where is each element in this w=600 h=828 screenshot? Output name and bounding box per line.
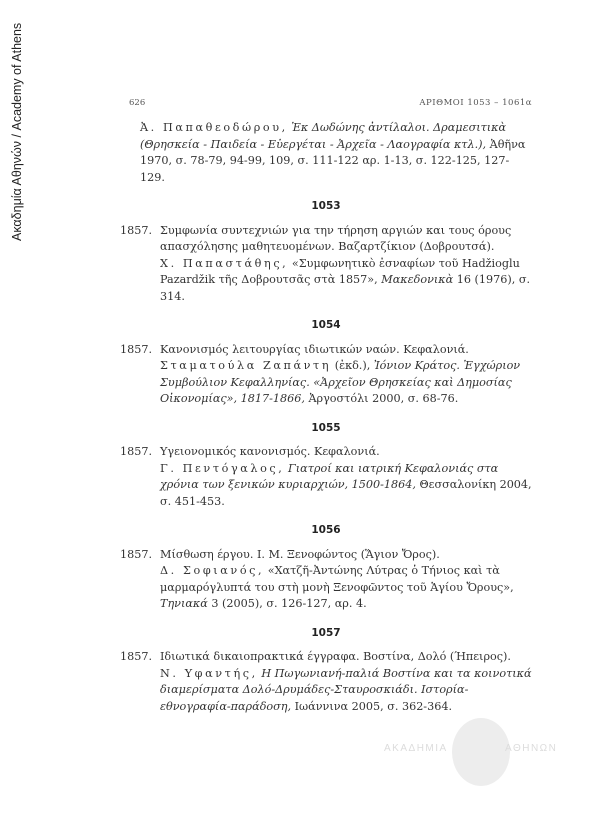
running-head: ΑΡΙΘΜΟΙ 1053 – 1061α [419,98,532,108]
entry-reference [160,666,532,716]
entry-year: 1857. [120,223,153,237]
entry-journal: Τηνιακά [160,597,208,610]
entry-description: Συμφωνία συντεχνιών για την τήρηση αργιών και τους όρους απασχόλησης μαθητευομένων. Βαζαρτζίκιον (Δοβρουτσά). [160,223,512,253]
entry-details: 3 (2005), σ. 126-127, αρ. 4. [211,597,367,610]
page-content [120,120,532,715]
entry-year: 1857. [120,445,153,458]
entry-number: 1054 [311,319,341,331]
entry-author: Ν. Υφαντής, [160,666,258,680]
entry-author: Σταματούλα Ζαπάντη [160,359,332,372]
entry-title: Η Πωγωνιανή-παλιά Βοστίνα και τα κοινοτικά διαμερίσματα Δολό-Δρυμάδες-Σταυροσκιάδι. Ιστορία-εθνογραφία-παράδοση, [160,666,532,713]
watermark-left: ΑΚΑΔΗΜΙΑ [384,743,448,754]
page-header [0,98,600,112]
entry-editor-note: (ἐκδ.), [334,359,371,372]
watermark-emblem-icon [452,718,510,786]
entry-number: 1057 [311,626,341,639]
entry-details: 16 (1976), σ. 314. [160,273,531,303]
watermark-right: ΑΘΗΝΩΝ [505,743,558,754]
entry-title: Γιατροί και ιατρική Κεφαλονιάς στα χρόνια των ξενικών κυριαρχιών, 1500-1864, [160,461,499,491]
entry-journal: Μακεδονικὰ [381,273,454,286]
entry-reference [160,358,532,408]
entry-author: Χ. Παπαστάθης, [160,256,289,270]
entry-year: 1857. [120,342,153,356]
entry-year: 1857. [120,547,153,561]
entry-details: Ιωάννινα 2005, σ. 362-364. [294,699,452,713]
entry [120,547,532,613]
entry-description: Υγειονομικός κανονισμός. Κεφαλονιά. [160,445,380,458]
entry-description: Κανονισμός λειτουργίας ιδιωτικών ναών. Κεφαλονιά. [160,342,469,356]
entry [120,342,532,408]
page-number: 626 [129,98,146,108]
entry-reference [160,563,532,613]
entry-reference [160,461,532,511]
continuation-entry [120,120,532,186]
entry [120,444,532,510]
side-label-text: Ακαδημία Αθηνών / Academy of Athens [10,22,24,241]
continuation-author: Ἀ. Παπαθεοδώρου, [140,121,288,134]
entry-details: Θεσσαλονίκη 2004, σ. 451-453. [160,478,532,508]
entry-author: Δ. Σοφιανός, [160,564,265,577]
entry-title: «Χατζῆ-Ἀντώνης Λύτρας ὁ Τήνιος καὶ τὰ μαρμαρόγλυπτά του στὴ μονὴ Ξενοφῶντος τοῦ Ἁγίου Ὄρους», [160,564,514,594]
entry-description: Μίσθωση έργου. Ι. Μ. Ξενοφώντος (Ἅγιον Ὄρος). [160,547,440,561]
entry-details: Ἀργοστόλι 2000, σ. 68-76. [308,392,459,405]
entry-description: Ιδιωτικά δικαιοπρακτικά έγγραφα. Βοστίνα, Δολό (Ήπειρος). [160,650,511,663]
entry-number: 1055 [311,421,341,434]
entry-year: 1857. [120,650,153,663]
entry-number: 1056 [311,524,341,536]
continuation-details: Ἀθῆνα 1970, σ. 78-79, 94-99, 109, σ. 111-122 αρ. 1-13, σ. 122-125, 127-129. [140,137,526,184]
entry [120,223,532,306]
entry-title: Ἰόνιον Κράτος. Ἐγχώριον Συμβούλιον Κεφαλληνίας. «Ἀρχεῖον Θρησκείας καὶ Δημοσίας Οἰκονομίας», 1817-1866, [160,359,521,405]
entry [120,649,532,715]
entry-number: 1053 [311,200,341,212]
side-label [8,22,28,246]
entry-author: Γ. Πεντόγαλος, [160,461,285,475]
continuation-title: Ἐκ Δωδώνης ἀντίλαλοι. Δραμεσιτικὰ (Θρησκεία - Παιδεία - Εὐεργέται - Ἀρχεῖα - Λαογραφία κτλ.), [140,121,507,151]
entry-title: «Συμφωνητικὸ ἐσναφίων τοῦ Hadžioglu Pazardžik τῆς Δοβρουτσᾶς στὰ 1857», [160,256,520,286]
entry-reference [160,256,532,306]
